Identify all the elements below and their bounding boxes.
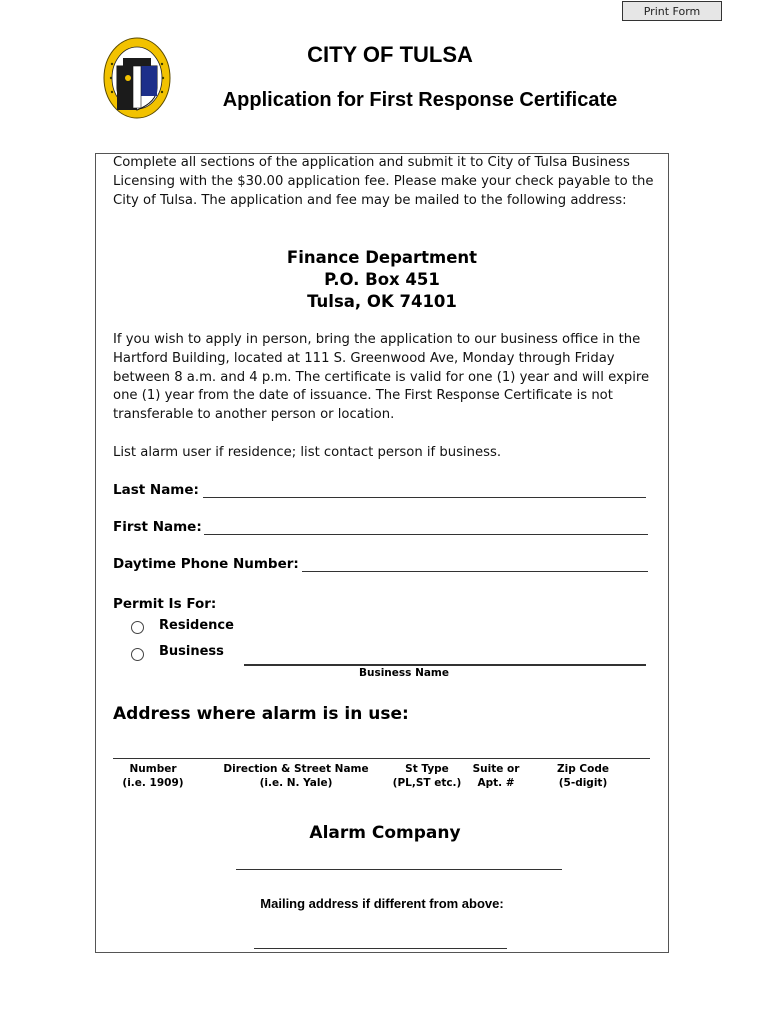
column-zip-code: Zip Code (5-digit)	[557, 763, 609, 789]
address-line-3: Tulsa, OK 74101	[307, 292, 457, 311]
business-radio[interactable]	[131, 648, 144, 661]
first-name-field[interactable]	[204, 534, 648, 535]
mailing-address-field[interactable]	[254, 948, 507, 949]
address-line-1: Finance Department	[286, 248, 478, 267]
phone-field[interactable]	[302, 571, 648, 572]
alarm-company-heading: Alarm Company	[309, 823, 461, 843]
column-number: Number (i.e. 1909)	[122, 763, 184, 789]
address-line-2: P.O. Box 451	[324, 270, 440, 289]
alarm-address-field[interactable]	[113, 758, 650, 759]
last-name-label: Last Name:	[113, 482, 199, 498]
column-street-type: St Type (PL,ST etc.)	[392, 763, 462, 789]
phone-label: Daytime Phone Number:	[113, 556, 299, 572]
first-name-label: First Name:	[113, 519, 202, 535]
business-name-caption: Business Name	[358, 667, 449, 679]
column-suite: Suite or Apt. #	[472, 763, 520, 789]
page-title: CITY OF TULSA	[307, 42, 473, 67]
permit-label: Permit Is For:	[113, 596, 217, 612]
print-form-button[interactable]: Print Form	[622, 1, 722, 21]
list-note: List alarm user if residence; list contact person if business.	[113, 445, 502, 460]
intro-paragraph: Complete all sections of the application and submit it to City of Tulsa Business Licensing with the $30.00 application fee. Please make your check payable to the City of Tulsa. The application and fee may be mailed to the following address:	[113, 155, 654, 208]
mailing-address-label: Mailing address if different from above:	[260, 896, 504, 911]
business-option-label: Business	[159, 644, 224, 659]
last-name-field[interactable]	[203, 497, 646, 498]
form-title: Application for First Response Certificate	[222, 89, 618, 111]
column-street-name: Direction & Street Name (i.e. N. Yale)	[223, 763, 369, 789]
in-person-paragraph: If you wish to apply in person, bring the application to our business office in the Hartford Building, located at 111 S. Greenwood Ave, Monday through Friday between 8 a.m. and 4 p.m. The certificate is valid for one (1) year and will expire one (1) year from the date of issuance. The First Response Certificate is not transferable to another person or location.	[113, 332, 650, 423]
residence-option-label: Residence	[159, 618, 234, 633]
alarm-address-heading: Address where alarm is in use:	[113, 704, 409, 724]
alarm-company-field[interactable]	[236, 869, 562, 870]
residence-radio[interactable]	[131, 621, 144, 634]
